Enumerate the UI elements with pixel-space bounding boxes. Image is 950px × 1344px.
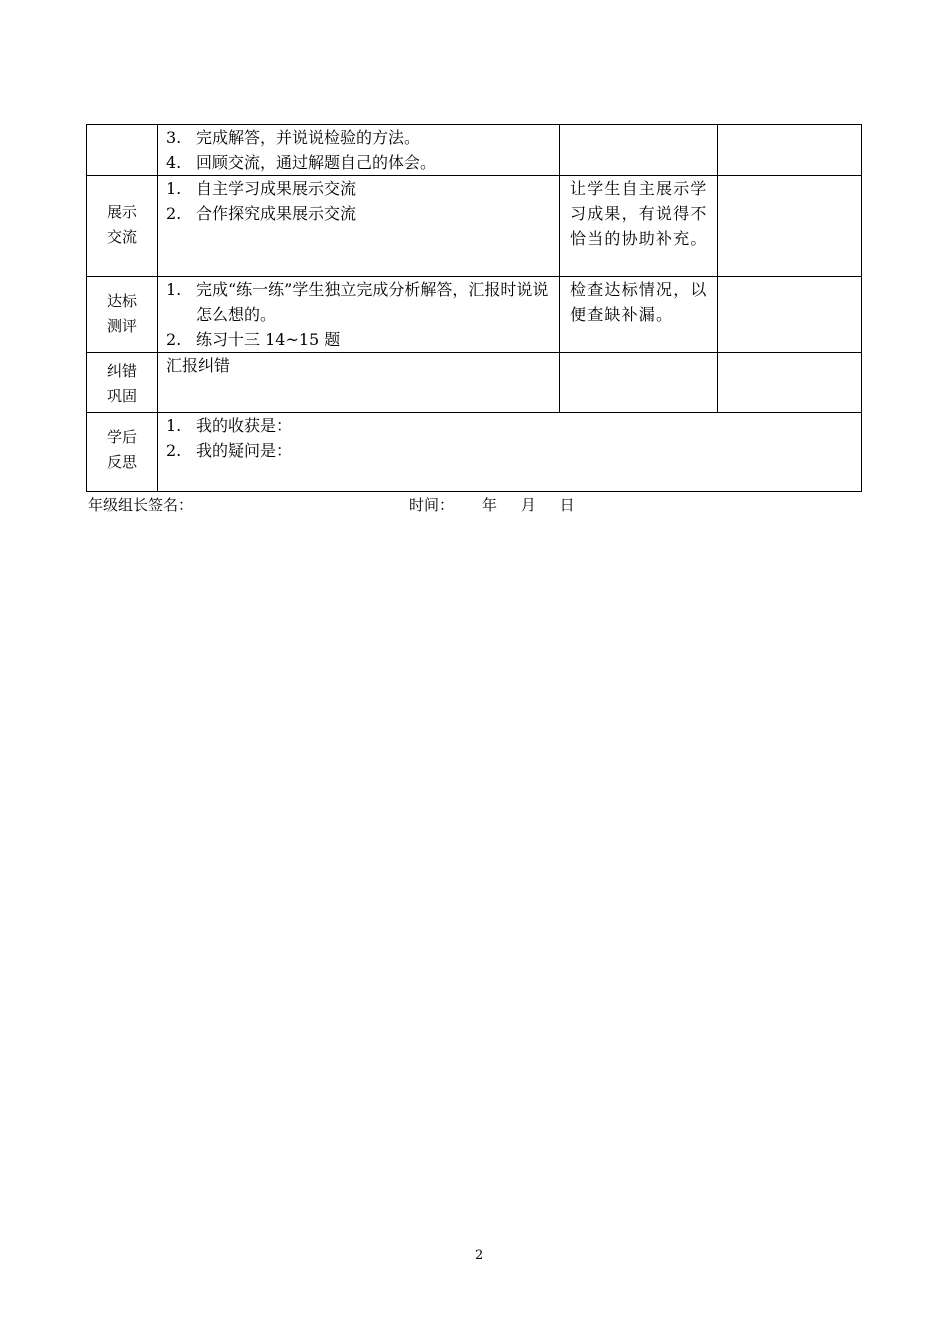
list-item: 1. 自主学习成果展示交流 xyxy=(166,179,357,198)
empty-cell xyxy=(718,353,862,413)
empty-cell xyxy=(718,176,862,277)
table-row xyxy=(87,353,862,413)
table-row xyxy=(87,413,862,492)
table-row xyxy=(87,125,862,176)
page-number: 2 xyxy=(475,1248,484,1263)
empty-cell xyxy=(718,125,862,176)
table-row xyxy=(87,176,862,277)
row-label-cell xyxy=(87,277,158,353)
signature-label: 年级组长签名： xyxy=(88,496,194,514)
empty-cell xyxy=(718,277,862,353)
date-text: 年 月 日 xyxy=(482,496,575,514)
row-label-cell xyxy=(87,353,158,413)
content-cell xyxy=(158,125,560,176)
table-row xyxy=(87,277,862,353)
list-item: 2. 练习十三 14~15 题 xyxy=(166,330,341,349)
list-item: 3. 完成解答，并说说检验的方法。 xyxy=(166,128,421,147)
content-cell xyxy=(158,277,560,353)
content-cell xyxy=(158,176,560,277)
note-cell xyxy=(560,125,718,176)
row-label-cell xyxy=(87,176,158,277)
row-label-cell xyxy=(87,413,158,492)
note-cell: 让学生自主展示学习成果，有说得不恰当的协助补充。 xyxy=(560,176,718,277)
content-cell: 汇报纠错 xyxy=(158,353,560,413)
list-item: 2. 我的疑问是： xyxy=(166,441,293,460)
list-item: 1. 我的收获是： xyxy=(166,416,293,435)
time-label: 时间： xyxy=(409,496,455,514)
row-label-cell xyxy=(87,125,158,176)
row-label: 学后 反思 xyxy=(106,428,137,471)
row-label: 纠错 巩固 xyxy=(106,362,137,405)
note-cell: 检查达标情况，以便查缺补漏。 xyxy=(560,277,718,353)
list-item: 4. 回顾交流，通过解题自己的体会。 xyxy=(166,153,437,172)
list-item: 2. 合作探究成果展示交流 xyxy=(166,204,357,223)
list-item: 1. 完成“练一练”学生独立完成分析解答，汇报时说说怎么想的。 xyxy=(166,280,549,324)
note-cell xyxy=(560,353,718,413)
reflection-cell xyxy=(158,413,862,492)
lesson-plan-table xyxy=(86,124,862,492)
row-label: 达标 测评 xyxy=(106,292,137,335)
row-label: 展示 交流 xyxy=(106,203,137,246)
